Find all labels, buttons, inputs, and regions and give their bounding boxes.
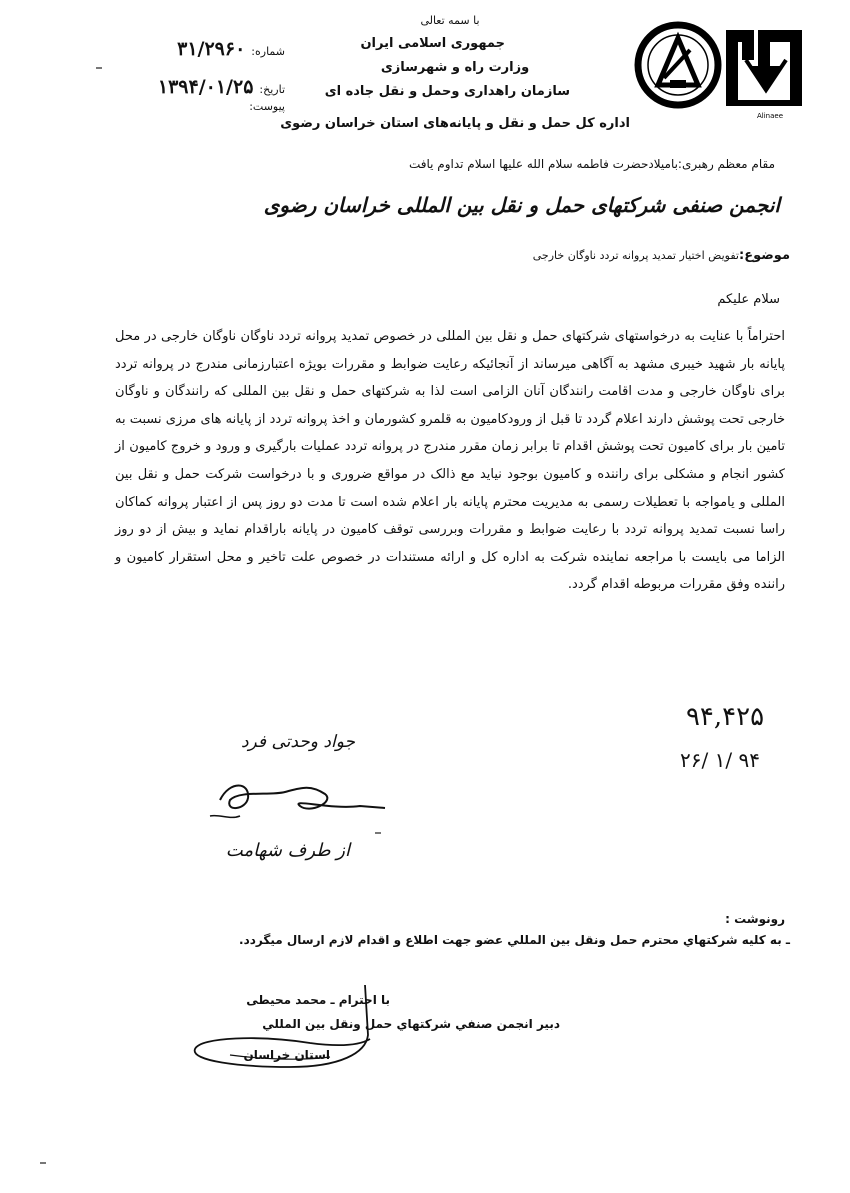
number-value: ۳۱/۲۹۶۰ bbox=[177, 38, 246, 60]
subject-label: موضوع: bbox=[739, 248, 790, 263]
cc-label: رونوشت : bbox=[725, 912, 785, 926]
scan-speck bbox=[40, 1162, 46, 1164]
letter-number bbox=[120, 38, 285, 58]
country-name: جمهوری اسلامی ایران bbox=[360, 36, 505, 51]
ministry-name: وزارت راه و شهرسازی bbox=[380, 60, 530, 75]
letter-attachment bbox=[120, 100, 285, 120]
scan-speck bbox=[375, 832, 381, 834]
letter-body: احتراماً با عنایت به درخواستهای شرکتهای حمل و نقل بین المللی در خصوص تمدید پروانه تردد ناوگان ناوگان خارجی در محل پایانه بار شهید خیبری مشهد به آگاهی میرساند از آنجائیکه رعایت ضوابط و مقررات بویژه اعتبارزمانی مندرج در پروانه تردد برای ناوگان خارجی و مدت اقامت رانندگان آنان الزامی است لذا به شرکتهای حمل و نقل بین المللی که رانندگان و ناوگان خارجی تحت پوشش دارند اعلام گردد تا قبل از ورودکامیون به قلمرو کشورمان و اخذ پروانه تردد از پایانه های مرزی نسبت به تامین بار برای کامیون تحت پوشش اقدام تا برابر زمان مقرر مندرج در پروانه تردد عملیات بارگیری و ورود و خروج کامیون از کشور انجام و مشکلی برای راننده و کامیون بوجود نیاید مع ذالک در مواقع ضروری و با درخواست شرکت حمل و نقل بین المللی و یامواجه با تعطیلات رسمی به مدیریت محترم پایانه بار اعلام شده است تا مدت دو روز پس از اعتبار پروانه کماکان راسا نسبت تمدید پروانه تردد با رعایت ضوابط و مقررات وبررسی توقف کامیون در پایانه باراقدام نماید و بیش از دو روز الزاما می بایست با مراجعه نماینده شرکت به اداره کل و ارائه مستندات در خصوص علت تاخیر و محل استقرار کامیون و راننده وفق مقررات مربوطه اقدام گردد. bbox=[115, 329, 785, 593]
org-logo-icon bbox=[630, 20, 810, 120]
date-label: تاریخ: bbox=[259, 83, 285, 96]
signatory-name: جواد وحدتی فرد bbox=[240, 732, 355, 752]
date-value: ۱۳۹۴/۰۱/۲۵ bbox=[157, 76, 254, 98]
signature-scribble bbox=[190, 770, 390, 850]
greeting: سلام علیکم bbox=[717, 292, 780, 307]
regards-name: با احترام ـ محمد محیطی bbox=[246, 993, 390, 1007]
regards-province: استان خراسان bbox=[243, 1048, 330, 1062]
basmala: با سمه تعالی bbox=[420, 14, 480, 27]
letter-date bbox=[120, 76, 285, 96]
motto: مقام معظم رهبری:بامیلادحضرت فاطمه سلام الله علیها اسلام تداوم یافت bbox=[408, 157, 775, 171]
handwritten-date: ۲۶/ ۱/ ۹۴ bbox=[680, 748, 760, 772]
subject-line bbox=[420, 248, 790, 263]
organization-name: سازمان راهداری وحمل و نقل جاده ای bbox=[324, 84, 570, 99]
scan-speck bbox=[96, 67, 102, 69]
regards-position: دبیر انجمن صنفي شرکتهاي حمل ونقل بین المللي bbox=[262, 1017, 560, 1031]
number-label: شماره: bbox=[251, 45, 285, 58]
recipient: انجمن صنفی شرکتهای حمل و نقل بین المللی خراسان رضوی bbox=[263, 193, 780, 217]
subject-text: تفویض اختیار تمدید پروانه تردد ناوگان خارجی bbox=[532, 249, 739, 262]
attachment-label: پیوست: bbox=[249, 100, 285, 113]
handwritten-number: ۹۴,۴۲۵ bbox=[685, 702, 765, 732]
cc-text: ـ به کلیه شرکتهاي محترم حمل ونقل بین المللي عضو جهت اطلاع و اقدام لازم ارسال میگردد. bbox=[239, 933, 790, 947]
department-name: اداره کل حمل و نقل و پایانه‌های استان خراسان رضوی bbox=[280, 116, 630, 131]
logo-caption: Alinaee bbox=[756, 112, 784, 120]
signatory-title: از طرف شهامت bbox=[225, 840, 350, 861]
